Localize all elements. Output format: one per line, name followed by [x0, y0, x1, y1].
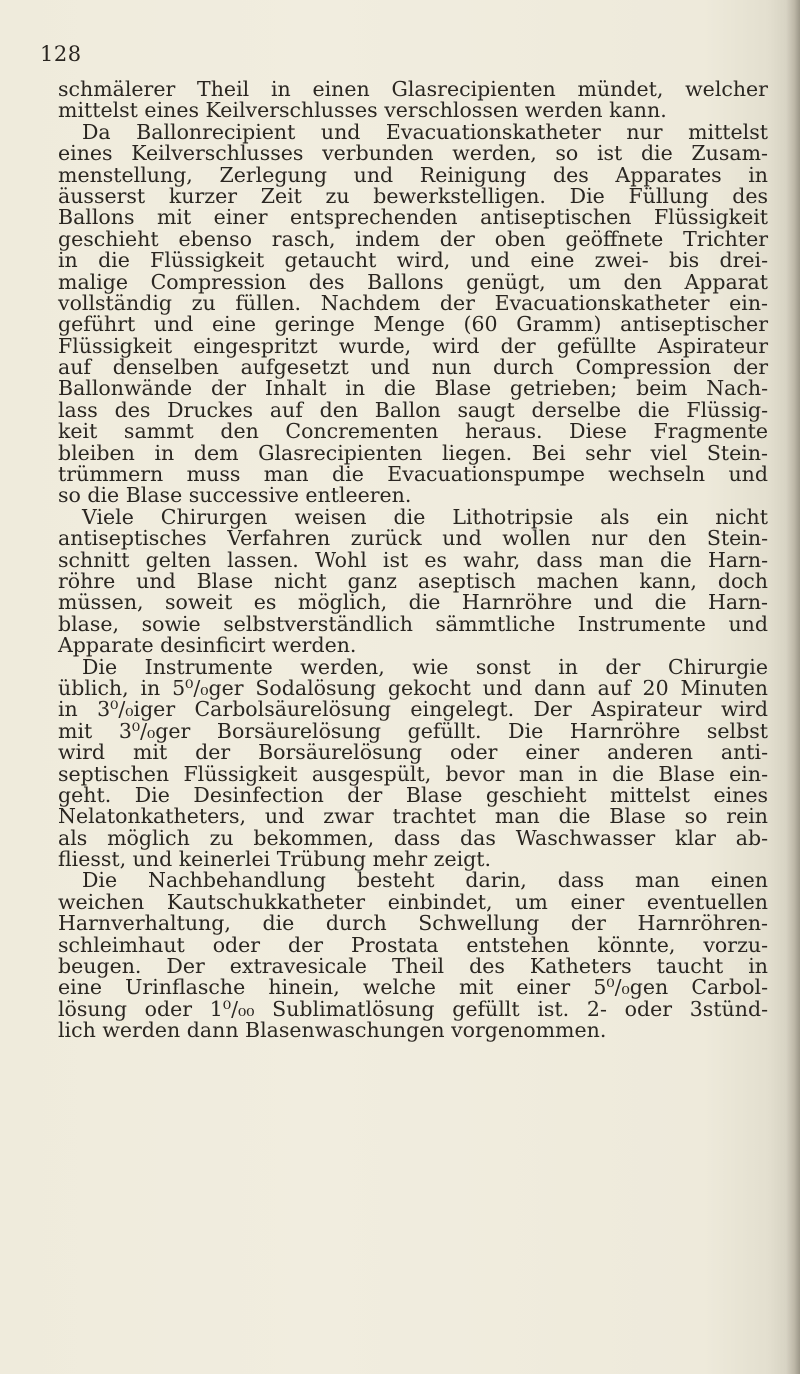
text-line: geführt und eine geringe Menge (60 Gramm) antiseptischer	[58, 312, 768, 337]
text-line: antiseptisches Verfahren zurück und wollen nur den Stein-	[58, 526, 768, 551]
text-line: als möglich zu bekommen, dass das Waschwasser klar ab-	[58, 825, 768, 850]
text-line: fliesst, und keinerlei Trübung mehr zeigt.	[58, 847, 492, 872]
text-line: Nelatonkatheters, und zwar trachtet man die Blase so rein	[58, 804, 768, 829]
text-line: auf denselben aufgesetzt und nun durch Compression der	[58, 355, 768, 380]
text-line: schnitt gelten lassen. Wohl ist es wahr, dass man die Harn-	[58, 547, 768, 572]
text-line: eines Keilverschlusses verbunden werden, so ist die Zusam-	[58, 141, 768, 166]
text-line: weichen Kautschukkatheter einbindet, um einer eventuellen	[58, 889, 768, 914]
text-line: mit 3⁰/₀ger Borsäurelösung gefüllt. Die Harnröhre selbst	[58, 718, 768, 743]
text-line: Harnverhaltung, die durch Schwellung der Harnröhren-	[58, 911, 768, 936]
text-line: keit sammt den Concrementen heraus. Diese Fragmente	[58, 419, 768, 444]
text-line: geht. Die Desinfection der Blase geschieht mittelst eines	[58, 782, 768, 807]
text-line: septischen Flüssigkeit ausgespült, bevor man in die Blase ein-	[58, 761, 768, 786]
text-line: in 3⁰/₀iger Carbolsäurelösung eingelegt. Der Aspirateur wird	[58, 697, 768, 722]
text-line: eine Urinflasche hinein, welche mit einer 5⁰/₀gen Carbol-	[58, 975, 768, 1000]
text-line: Die Nachbehandlung besteht darin, dass man einen	[82, 868, 768, 893]
body-text	[58, 79, 768, 1042]
text-line: Ballonwände der Inhalt in die Blase getrieben; beim Nach-	[58, 376, 768, 401]
text-line: schmälerer Theil in einen Glasrecipienten mündet, welcher	[58, 77, 768, 101]
text-line: trümmern muss man die Evacuationspumpe wechseln und	[58, 462, 768, 487]
paragraph	[58, 119, 768, 508]
text-line: so die Blase successive entleeren.	[58, 483, 412, 508]
text-line: lösung oder 1⁰/₀₀ Sublimatlösung gefüllt ist. 2- oder 3stünd-	[58, 996, 768, 1021]
text-line: blase, sowie selbstverständlich sämmtliche Instrumente und	[58, 611, 768, 636]
text-line: lass des Druckes auf den Ballon saugt derselbe die Flüssig-	[58, 397, 768, 422]
text-line: Apparate desinficirt werden.	[58, 633, 357, 658]
paragraph	[58, 79, 768, 122]
page-edge-shadow	[786, 0, 800, 1374]
paragraph	[58, 504, 768, 658]
text-line: in die Flüssigkeit getaucht wird, und eine zwei- bis drei-	[58, 248, 768, 273]
paragraph	[58, 654, 768, 872]
text-line: müssen, soweit es möglich, die Harnröhre und die Harn-	[58, 590, 768, 615]
text-line: Da Ballonrecipient und Evacuationskatheter nur mittelst	[82, 119, 768, 144]
text-line: üblich, in 5⁰/₀ger Sodalösung gekocht und dann auf 20 Minuten	[58, 675, 768, 700]
text-line: Flüssigkeit eingespritzt wurde, wird der gefüllte Aspirateur	[58, 333, 768, 358]
text-line: Ballons mit einer entsprechenden antiseptischen Flüssigkeit	[58, 205, 768, 230]
text-line: Die Instrumente werden, wie sonst in der Chirurgie	[82, 654, 768, 679]
text-line: malige Compression des Ballons genügt, um den Apparat	[58, 269, 768, 294]
paragraph	[58, 870, 768, 1041]
text-line: äusserst kurzer Zeit zu bewerkstelligen. Die Füllung des	[58, 183, 768, 208]
text-line: vollständig zu füllen. Nachdem der Evacuationskatheter ein-	[58, 290, 768, 315]
text-line: menstellung, Zerlegung und Reinigung des Apparates in	[58, 162, 768, 187]
text-line: beugen. Der extravesicale Theil des Katheters taucht in	[58, 954, 768, 979]
text-line: lich werden dann Blasenwaschungen vorgenommen.	[58, 1018, 607, 1043]
text-line: schleimhaut oder der Prostata entstehen könnte, vorzu-	[58, 932, 768, 957]
text-line: mittelst eines Keilverschlusses verschlossen werden kann.	[58, 98, 667, 123]
text-line: geschieht ebenso rasch, indem der oben geöffnete Trichter	[58, 226, 768, 251]
text-line: röhre und Blase nicht ganz aseptisch machen kann, doch	[58, 568, 768, 593]
text-line: Viele Chirurgen weisen die Lithotripsie als ein nicht	[82, 504, 768, 529]
text-line: wird mit der Borsäurelösung oder einer anderen anti-	[58, 740, 768, 765]
text-line: bleiben in dem Glasrecipienten liegen. Bei sehr viel Stein-	[58, 440, 768, 465]
page-number: 128	[40, 42, 82, 66]
